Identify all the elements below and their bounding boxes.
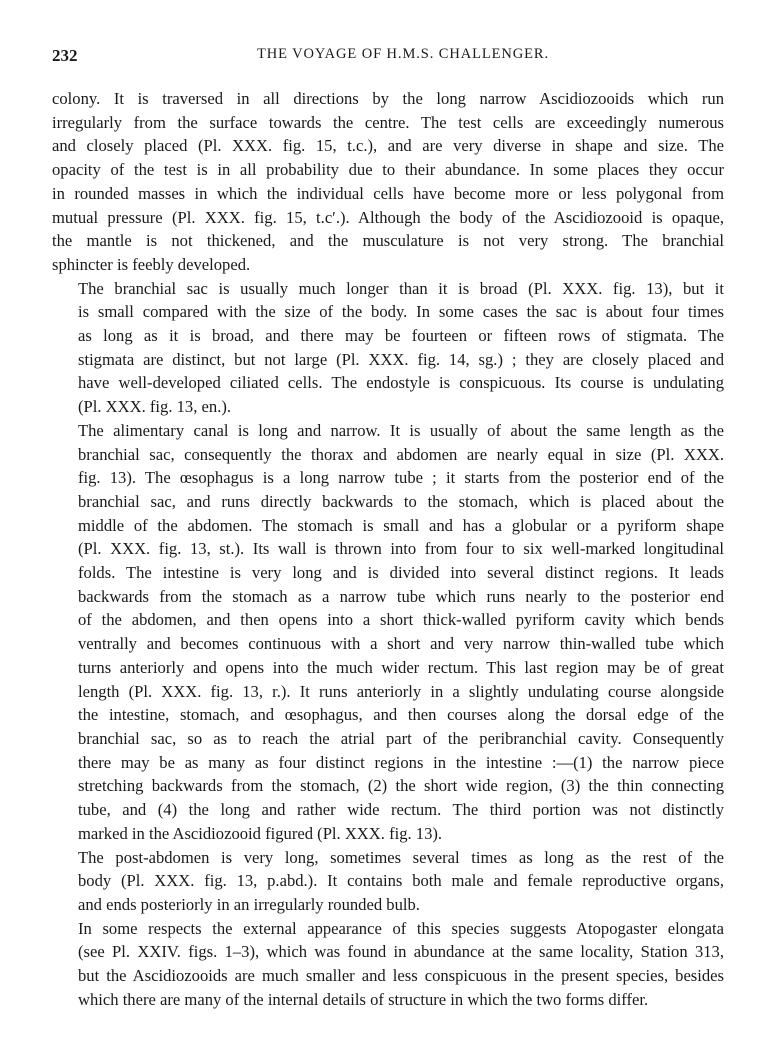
- text-line: marked in the Ascidiozooid figured (Pl. XXX. fig. 13).: [78, 823, 443, 843]
- text-line: In some respects the external appearance of this species suggests Atopogaster elongata: [78, 918, 724, 938]
- text-line: have well-developed ciliated cells. The endostyle is conspicuous. Its course is undulating: [78, 373, 724, 393]
- text-line: in rounded masses in which the individual cells have become more or less polygonal from: [52, 183, 724, 203]
- running-title: THE VOYAGE OF H.M.S. CHALLENGER.: [257, 46, 549, 62]
- text-line: length (Pl. XXX. fig. 13, r.). It runs anteriorly in a slightly undulating course alongside: [78, 681, 724, 701]
- text-line: but the Ascidiozooids are much smaller and less conspicuous in the present species, besides: [78, 966, 724, 986]
- text-line: branchial sac, and runs directly backwards to the stomach, which is placed about the: [78, 491, 724, 511]
- text-line: backwards from the stomach as a narrow tube which runs nearly to the posterior end: [78, 586, 724, 606]
- text-line: The alimentary canal is long and narrow. It is usually of about the same length as the: [78, 420, 724, 440]
- text-line: and closely placed (Pl. XXX. fig. 15, t.c.), and are very diverse in shape and size. The: [52, 136, 724, 156]
- text-line: there may be as many as four distinct regions in the intestine :—(1) the narrow piece: [78, 752, 724, 772]
- text-line: (Pl. XXX. fig. 13, en.).: [78, 397, 232, 417]
- text-line: and ends posteriorly in an irregularly rounded bulb.: [78, 894, 420, 914]
- text-line: (Pl. XXX. fig. 13, st.). Its wall is thrown into from four to six well-marked longitudinal: [78, 539, 724, 559]
- text-line: which there are many of the internal details of structure in which the two forms differ.: [78, 989, 649, 1009]
- text-line: body (Pl. XXX. fig. 13, p.abd.). It contains both male and female reproductive organs,: [78, 871, 724, 891]
- text-line: the mantle is not thickened, and the musculature is not very strong. The branchial: [52, 231, 724, 251]
- text-line: branchial sac, so as to reach the atrial part of the peribranchial cavity. Consequently: [78, 728, 724, 748]
- text-line: The branchial sac is usually much longer than it is broad (Pl. XXX. fig. 13), but it: [78, 278, 724, 298]
- text-line: stretching backwards from the stomach, (2) the short wide region, (3) the thin connecting: [78, 776, 724, 796]
- paragraph-4: [52, 846, 724, 917]
- text-line: fig. 13). The œsophagus is a long narrow tube ; it starts from the posterior end of the: [78, 468, 724, 488]
- paragraph-5: [52, 917, 724, 1012]
- text-line: (see Pl. XXIV. figs. 1–3), which was found in abundance at the same locality, Station 313,: [78, 942, 724, 962]
- paragraph-1: [52, 87, 724, 277]
- text-line: The post-abdomen is very long, sometimes several times as long as the rest of the: [78, 847, 724, 867]
- text-line: middle of the abdomen. The stomach is small and has a globular or a pyriform shape: [78, 515, 724, 535]
- text-line: is small compared with the size of the body. In some cases the sac is about four times: [78, 302, 724, 322]
- text-line: mutual pressure (Pl. XXX. fig. 15, t.c′.). Although the body of the Ascidiozooid is opaque,: [52, 207, 724, 227]
- text-line: of the abdomen, and then opens into a short thick-walled pyriform cavity which bends: [78, 610, 724, 630]
- paragraph-2: [52, 277, 724, 419]
- text-line: ventrally and becomes continuous with a short and very narrow thin-walled tube which: [78, 634, 724, 654]
- running-header: [52, 40, 724, 74]
- text-line: colony. It is traversed in all directions by the long narrow Ascidiozooids which run: [52, 89, 724, 108]
- paragraph-3: [52, 419, 724, 846]
- text-line: tube, and (4) the long and rather wide rectum. The third portion was not distinctly: [78, 800, 724, 820]
- text-line: as long as it is broad, and there may be fourteen or fifteen rows of stigmata. The: [78, 326, 724, 346]
- text-line: irregularly from the surface towards the centre. The test cells are exceedingly numerous: [52, 112, 724, 132]
- page-number: 232: [52, 46, 78, 65]
- text-line: turns anteriorly and opens into the much wider rectum. This last region may be of great: [78, 657, 724, 677]
- text-line: folds. The intestine is very long and is divided into several distinct regions. It leads: [78, 563, 724, 583]
- text-line: sphincter is feebly developed.: [52, 254, 251, 274]
- text-line: opacity of the test is in all probability due to their abundance. In some places they occur: [52, 160, 724, 180]
- text-line: stigmata are distinct, but not large (Pl. XXX. fig. 14, sg.) ; they are closely placed and: [78, 349, 724, 369]
- body-text: [52, 87, 724, 1011]
- text-line: branchial sac, consequently the thorax and abdomen are nearly equal in size (Pl. XXX.: [78, 444, 724, 464]
- text-line: the intestine, stomach, and œsophagus, and then courses along the dorsal edge of the: [78, 705, 724, 725]
